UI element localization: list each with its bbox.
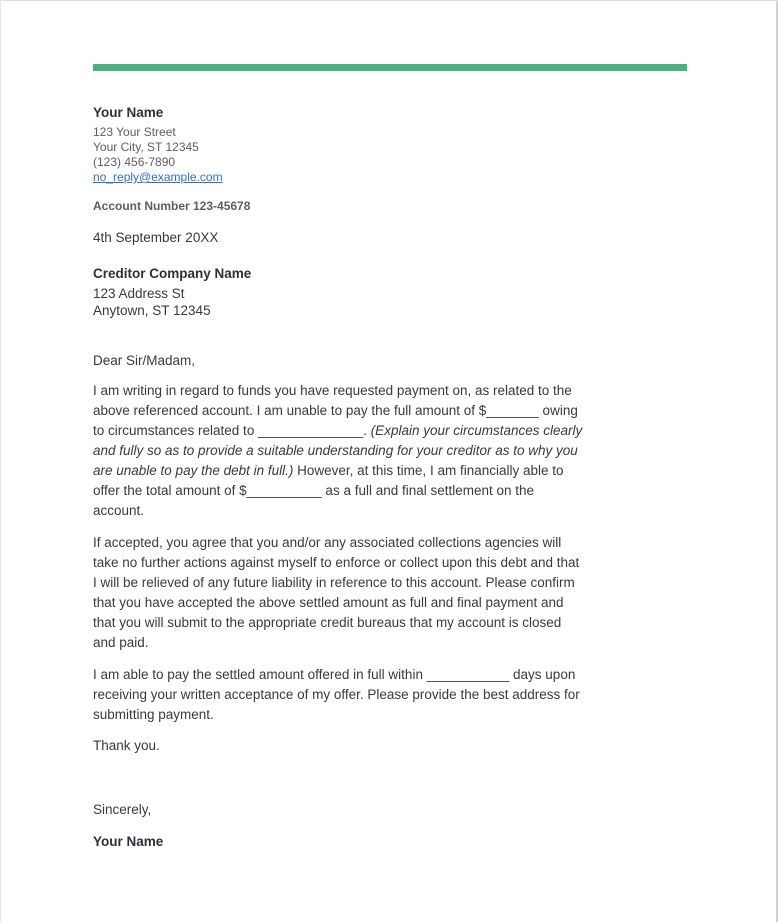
letter-page bbox=[1, 1, 777, 922]
sender-phone: (123) 456-7890 bbox=[93, 155, 176, 169]
letter-date: 4th September 20XX bbox=[93, 230, 219, 245]
sender-street: 123 Your Street bbox=[93, 125, 176, 139]
thanks-line: Thank you. bbox=[93, 738, 160, 753]
sender-city: Your City, ST 12345 bbox=[93, 140, 199, 154]
accent-bar bbox=[93, 64, 687, 71]
creditor-address-line-2: Anytown, ST 12345 bbox=[93, 303, 211, 318]
creditor-name: Creditor Company Name bbox=[93, 266, 252, 281]
paragraph-1-lead: I am writing in regard to funds you have requested payment on, as related to the above referenced account. I am unable to pay the full amount of $_______ owing to circumstances related to ______________. bbox=[93, 383, 578, 438]
sender-name: Your Name bbox=[93, 105, 164, 120]
creditor-address-line-1: 123 Address St bbox=[93, 286, 185, 301]
sender-address-block bbox=[93, 125, 583, 185]
closing-line: Sincerely, bbox=[93, 802, 152, 817]
signature-name: Your Name bbox=[93, 834, 164, 849]
paragraph-3: I am able to pay the settled amount offered in full within ___________ days upon receiving your written acceptance of my offer. Please provide the best address for submitting payment. bbox=[93, 667, 580, 722]
letter-content bbox=[93, 104, 583, 851]
salutation: Dear Sir/Madam, bbox=[93, 353, 196, 368]
paragraph-1 bbox=[93, 381, 583, 521]
paragraph-2: If accepted, you agree that you and/or any associated collections agencies will take no further actions against myself to enforce or collect upon this debt and that I will be relieved of any future liability in reference to this account. Please confirm that you have accepted the above settled amount as full and final payment and that you will submit to the appropriate credit bureaus that my account is closed and paid. bbox=[93, 535, 580, 650]
paragraph-1-tail: However, at this time, I am financially able to offer the total amount of $__________ as a full and final settlement on the account. bbox=[93, 463, 564, 518]
sender-email-link[interactable]: no_reply@example.com bbox=[93, 170, 223, 184]
paragraph-1-italic-note: (Explain your circumstances clearly and fully so as to provide a suitable understanding for your creditor as to why you are unable to pay the debt in full.) bbox=[93, 423, 583, 478]
creditor-address-block bbox=[93, 285, 583, 319]
account-number: Account Number 123-45678 bbox=[93, 199, 251, 213]
